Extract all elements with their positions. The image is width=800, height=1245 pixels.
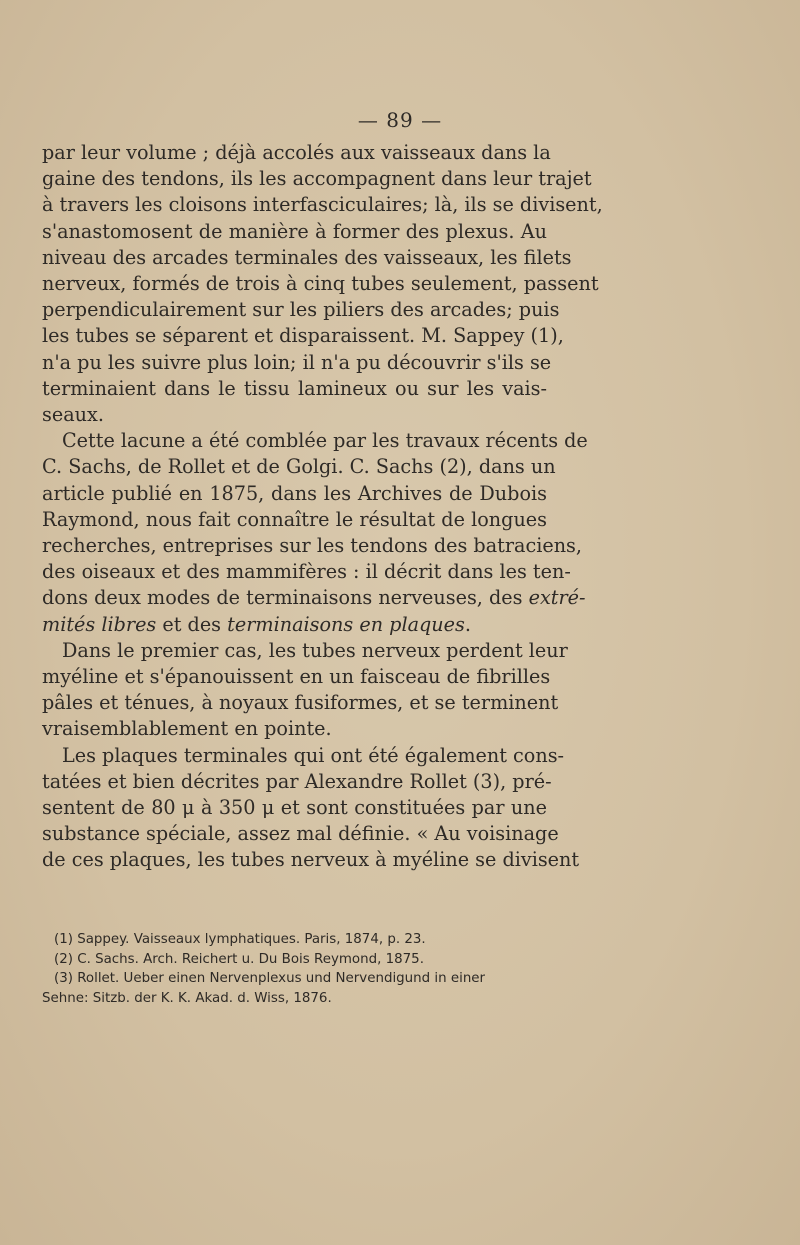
- italic-run: terminaisons en plaques: [227, 612, 465, 636]
- text-line: Les plaques terminales qui ont été également cons-: [62, 743, 565, 767]
- text-line: par leur volume ; déjà accolés aux vaisseaux dans la: [42, 141, 551, 164]
- text-run: .: [464, 612, 471, 636]
- text-line: gaine des tendons, ils les accompagnent dans leur trajet: [42, 167, 592, 191]
- text-line: niveau des arcades terminales des vaisseaux, les filets: [42, 245, 572, 269]
- text-line: terminaient dans le tissu lamineux ou sur les vais-: [42, 376, 547, 400]
- footnote: (1) Sappey. Vaisseaux lymphatiques. Paris, 1874, p. 23.: [54, 932, 426, 947]
- footnote: Sehne: Sitzb. der K. K. Akad. d. Wiss, 1876.: [42, 990, 332, 1006]
- italic-run: mités libres: [42, 612, 157, 636]
- text-line: Dans le premier cas, les tubes nerveux perdent leur: [62, 638, 568, 662]
- text-line: recherches, entreprises sur les tendons des batraciens,: [42, 534, 582, 558]
- text-line: pâles et ténues, à noyaux fusiformes, et se terminent: [42, 691, 559, 715]
- text-line-composite: [42, 612, 547, 638]
- text-line: Raymond, nous fait connaître le résultat de longues: [42, 507, 547, 531]
- text-line: de ces plaques, les tubes nerveux à myéline se divisent: [42, 848, 580, 872]
- text-line: sentent de 80 μ à 350 μ et sont constituées par une: [42, 796, 547, 820]
- body-text: [42, 140, 603, 874]
- text-line: s'anastomosent de manière à former des plexus. Au: [42, 219, 547, 243]
- text-line: n'a pu les suivre plus loin; il n'a pu découvrir s'ils se: [42, 350, 552, 374]
- footnote: (3) Rollet. Ueber einen Nervenplexus und Nervendigund in einer: [54, 971, 486, 986]
- text-line: Cette lacune a été comblée par les travaux récents de: [62, 429, 588, 453]
- text-line: article publié en 1875, dans les Archives de Dubois: [42, 481, 547, 505]
- text-line: myéline et s'épanouissent en un faisceau de fibrilles: [42, 665, 551, 689]
- text-line-composite: [42, 585, 586, 611]
- text-line: perpendiculairement sur les piliers des arcades; puis: [42, 298, 560, 322]
- footnote: (2) C. Sachs. Arch. Reichert u. Du Bois Reymond, 1875.: [54, 951, 424, 967]
- text-line: tatées et bien décrites par Alexandre Rollet (3), pré-: [42, 769, 552, 793]
- footnotes: [42, 930, 547, 1008]
- text-line: C. Sachs, de Rollet et de Golgi. C. Sachs (2), dans un: [42, 455, 556, 479]
- text-run: et des: [156, 612, 228, 636]
- text-line: à travers les cloisons interfasciculaires; là, ils se divisent,: [42, 193, 603, 217]
- text-line: vraisemblablement en pointe.: [42, 717, 332, 741]
- text-run: dons deux modes de terminaisons nerveuses, des: [42, 586, 529, 610]
- text-line: des oiseaux et des mammifères : il décrit dans les ten-: [42, 560, 571, 584]
- page-number: — 89 —: [357, 108, 443, 132]
- italic-run: extré-: [528, 586, 586, 610]
- text-line: seaux.: [42, 403, 104, 427]
- text-line: substance spéciale, assez mal définie. « Au voisinage: [42, 822, 559, 846]
- text-line: les tubes se séparent et disparaissent. M. Sappey (1),: [42, 324, 564, 348]
- text-line: nerveux, formés de trois à cinq tubes seulement, passent: [42, 272, 599, 296]
